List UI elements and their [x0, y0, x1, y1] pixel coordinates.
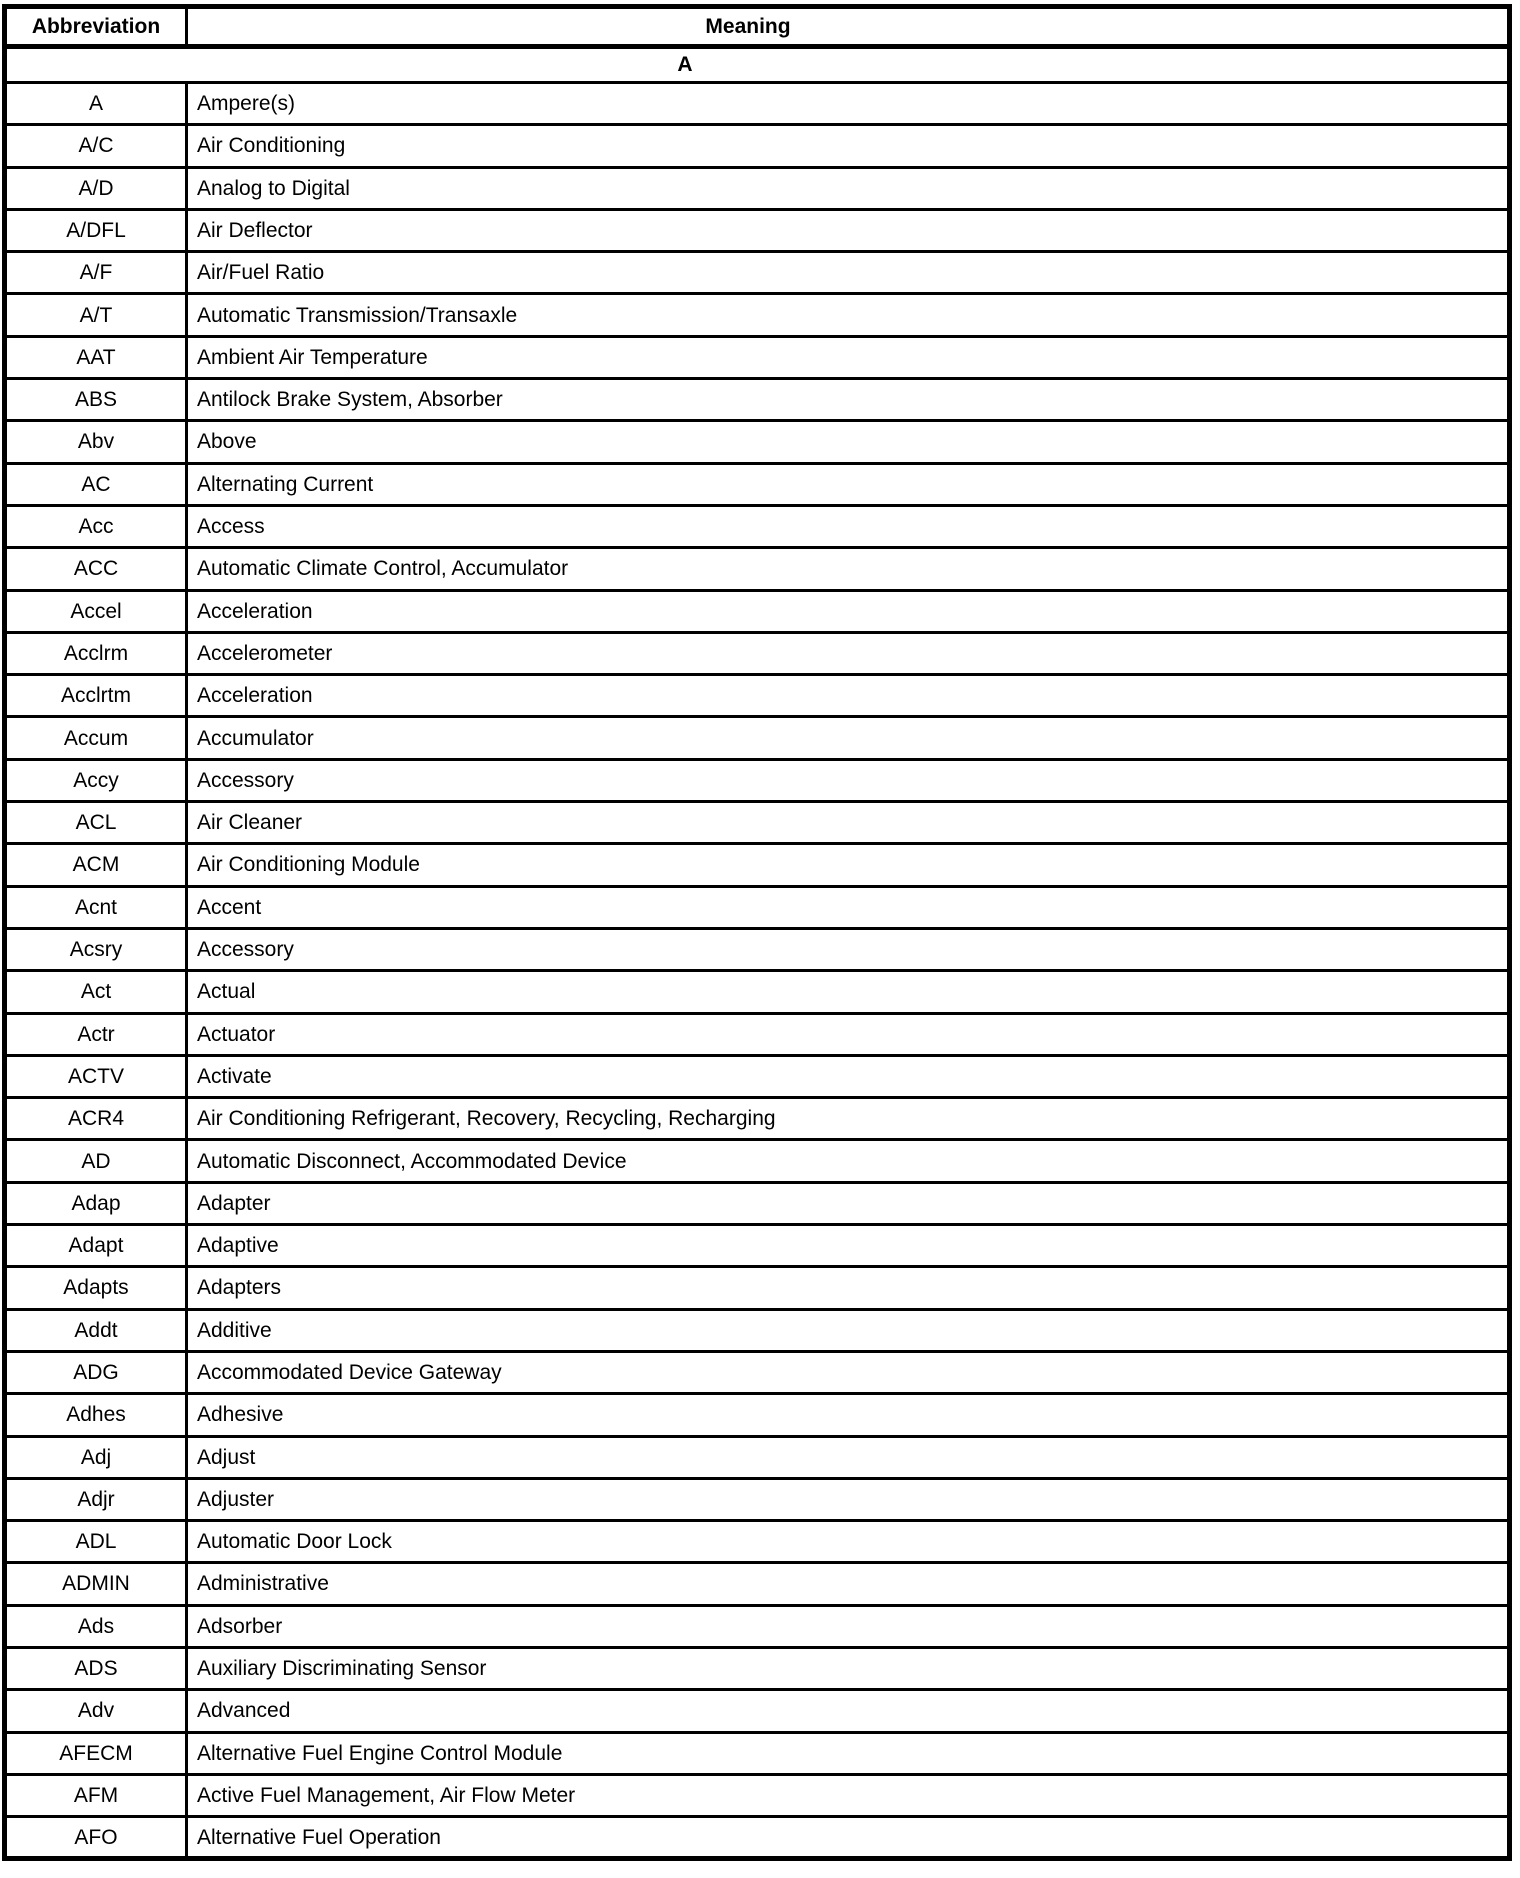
- meaning-cell: Air Deflector: [187, 209, 1510, 251]
- table-row: [5, 971, 1510, 1013]
- table-row: [5, 1732, 1510, 1774]
- table-row: [5, 1140, 1510, 1182]
- meaning-cell: Air Conditioning Refrigerant, Recovery, Recycling, Recharging: [187, 1098, 1510, 1140]
- table-row: [5, 1225, 1510, 1267]
- abbreviation-cell: ACC: [5, 548, 187, 590]
- abbreviation-cell: Ads: [5, 1605, 187, 1647]
- meaning-cell: Air Conditioning Module: [187, 844, 1510, 886]
- table-row: [5, 125, 1510, 167]
- table-row: [5, 294, 1510, 336]
- table-body: [5, 83, 1510, 1859]
- meaning-cell: Ambient Air Temperature: [187, 336, 1510, 378]
- table-row: [5, 1817, 1510, 1859]
- table-row: [5, 1774, 1510, 1816]
- meaning-cell: Alternative Fuel Operation: [187, 1817, 1510, 1859]
- meaning-cell: Actuator: [187, 1013, 1510, 1055]
- abbreviation-cell: Abv: [5, 421, 187, 463]
- meaning-cell: Automatic Door Lock: [187, 1521, 1510, 1563]
- abbreviation-cell: Adap: [5, 1182, 187, 1224]
- table-row: [5, 1013, 1510, 1055]
- abbreviation-cell: A/DFL: [5, 209, 187, 251]
- table-row: [5, 379, 1510, 421]
- table-row: [5, 336, 1510, 378]
- meaning-cell: Automatic Climate Control, Accumulator: [187, 548, 1510, 590]
- table-row: [5, 928, 1510, 970]
- abbreviation-cell: ADS: [5, 1647, 187, 1689]
- meaning-cell: Activate: [187, 1055, 1510, 1097]
- column-header-abbreviation: Abbreviation: [5, 7, 187, 47]
- abbreviation-cell: Actr: [5, 1013, 187, 1055]
- meaning-cell: Accumulator: [187, 717, 1510, 759]
- abbreviation-cell: AAT: [5, 336, 187, 378]
- abbreviation-cell: Adhes: [5, 1394, 187, 1436]
- meaning-cell: Automatic Transmission/Transaxle: [187, 294, 1510, 336]
- table-row: [5, 1436, 1510, 1478]
- meaning-cell: Adapter: [187, 1182, 1510, 1224]
- meaning-cell: Air Cleaner: [187, 802, 1510, 844]
- abbreviation-cell: Acclrm: [5, 632, 187, 674]
- abbreviation-cell: Act: [5, 971, 187, 1013]
- table-row: [5, 590, 1510, 632]
- meaning-cell: Alternative Fuel Engine Control Module: [187, 1732, 1510, 1774]
- table-row: [5, 759, 1510, 801]
- meaning-cell: Auxiliary Discriminating Sensor: [187, 1647, 1510, 1689]
- abbreviation-cell: A/C: [5, 125, 187, 167]
- column-header-meaning: Meaning: [187, 7, 1510, 47]
- abbreviation-cell: AFO: [5, 1817, 187, 1859]
- abbreviation-cell: Addt: [5, 1309, 187, 1351]
- meaning-cell: Accent: [187, 886, 1510, 928]
- meaning-cell: Accessory: [187, 759, 1510, 801]
- table-row: [5, 1394, 1510, 1436]
- table-row: [5, 548, 1510, 590]
- abbreviation-table: [2, 4, 1512, 1861]
- abbreviation-cell: AFM: [5, 1774, 187, 1816]
- table-row: [5, 632, 1510, 674]
- meaning-cell: Acceleration: [187, 590, 1510, 632]
- abbreviation-cell: Accy: [5, 759, 187, 801]
- meaning-cell: Advanced: [187, 1690, 1510, 1732]
- abbreviation-cell: Accel: [5, 590, 187, 632]
- table-row: [5, 463, 1510, 505]
- table-row: [5, 844, 1510, 886]
- meaning-cell: Administrative: [187, 1563, 1510, 1605]
- table-row: [5, 252, 1510, 294]
- abbreviation-cell: Acsry: [5, 928, 187, 970]
- abbreviation-cell: A/T: [5, 294, 187, 336]
- meaning-cell: Access: [187, 505, 1510, 547]
- table-row: [5, 209, 1510, 251]
- abbreviation-cell: Acc: [5, 505, 187, 547]
- table-row: [5, 802, 1510, 844]
- table-row: [5, 1351, 1510, 1393]
- abbreviation-cell: ACTV: [5, 1055, 187, 1097]
- table-row: [5, 1647, 1510, 1689]
- section-header-label: A: [5, 47, 1510, 83]
- abbreviation-cell: ACM: [5, 844, 187, 886]
- meaning-cell: Accelerometer: [187, 632, 1510, 674]
- abbreviation-cell: A: [5, 83, 187, 125]
- meaning-cell: Adapters: [187, 1267, 1510, 1309]
- meaning-cell: Acceleration: [187, 675, 1510, 717]
- table-row: [5, 83, 1510, 125]
- meaning-cell: Accommodated Device Gateway: [187, 1351, 1510, 1393]
- abbreviation-cell: ADG: [5, 1351, 187, 1393]
- abbreviation-cell: Acnt: [5, 886, 187, 928]
- abbreviation-cell: Acclrtm: [5, 675, 187, 717]
- meaning-cell: Antilock Brake System, Absorber: [187, 379, 1510, 421]
- abbreviation-cell: ACR4: [5, 1098, 187, 1140]
- abbreviation-cell: A/F: [5, 252, 187, 294]
- table-row: [5, 717, 1510, 759]
- meaning-cell: Ampere(s): [187, 83, 1510, 125]
- table-row: [5, 1478, 1510, 1520]
- meaning-cell: Alternating Current: [187, 463, 1510, 505]
- abbreviation-cell: AC: [5, 463, 187, 505]
- meaning-cell: Adjuster: [187, 1478, 1510, 1520]
- table-row: [5, 1309, 1510, 1351]
- meaning-cell: Above: [187, 421, 1510, 463]
- table-row: [5, 1267, 1510, 1309]
- table-row: [5, 1098, 1510, 1140]
- meaning-cell: Air Conditioning: [187, 125, 1510, 167]
- section-header-row: [5, 47, 1510, 83]
- meaning-cell: Analog to Digital: [187, 167, 1510, 209]
- table-row: [5, 1521, 1510, 1563]
- meaning-cell: Accessory: [187, 928, 1510, 970]
- abbreviation-cell: Adj: [5, 1436, 187, 1478]
- abbreviation-cell: ABS: [5, 379, 187, 421]
- abbreviation-cell: Adapts: [5, 1267, 187, 1309]
- table-row: [5, 1182, 1510, 1224]
- table-row: [5, 675, 1510, 717]
- abbreviation-cell: Accum: [5, 717, 187, 759]
- abbreviation-cell: A/D: [5, 167, 187, 209]
- meaning-cell: Additive: [187, 1309, 1510, 1351]
- meaning-cell: Active Fuel Management, Air Flow Meter: [187, 1774, 1510, 1816]
- abbreviation-cell: AD: [5, 1140, 187, 1182]
- table-row: [5, 421, 1510, 463]
- abbreviation-cell: Adapt: [5, 1225, 187, 1267]
- meaning-cell: Actual: [187, 971, 1510, 1013]
- meaning-cell: Adsorber: [187, 1605, 1510, 1647]
- table-row: [5, 1690, 1510, 1732]
- abbreviation-cell: ADL: [5, 1521, 187, 1563]
- table-header-row: [5, 7, 1510, 47]
- table-row: [5, 1605, 1510, 1647]
- abbreviation-cell: AFECM: [5, 1732, 187, 1774]
- abbreviation-cell: ADMIN: [5, 1563, 187, 1605]
- abbreviation-cell: Adv: [5, 1690, 187, 1732]
- meaning-cell: Automatic Disconnect, Accommodated Device: [187, 1140, 1510, 1182]
- meaning-cell: Adhesive: [187, 1394, 1510, 1436]
- table-row: [5, 167, 1510, 209]
- abbreviation-cell: Adjr: [5, 1478, 187, 1520]
- table-row: [5, 1563, 1510, 1605]
- meaning-cell: Adaptive: [187, 1225, 1510, 1267]
- meaning-cell: Adjust: [187, 1436, 1510, 1478]
- meaning-cell: Air/Fuel Ratio: [187, 252, 1510, 294]
- abbreviation-cell: ACL: [5, 802, 187, 844]
- table-row: [5, 1055, 1510, 1097]
- table-row: [5, 886, 1510, 928]
- table-row: [5, 505, 1510, 547]
